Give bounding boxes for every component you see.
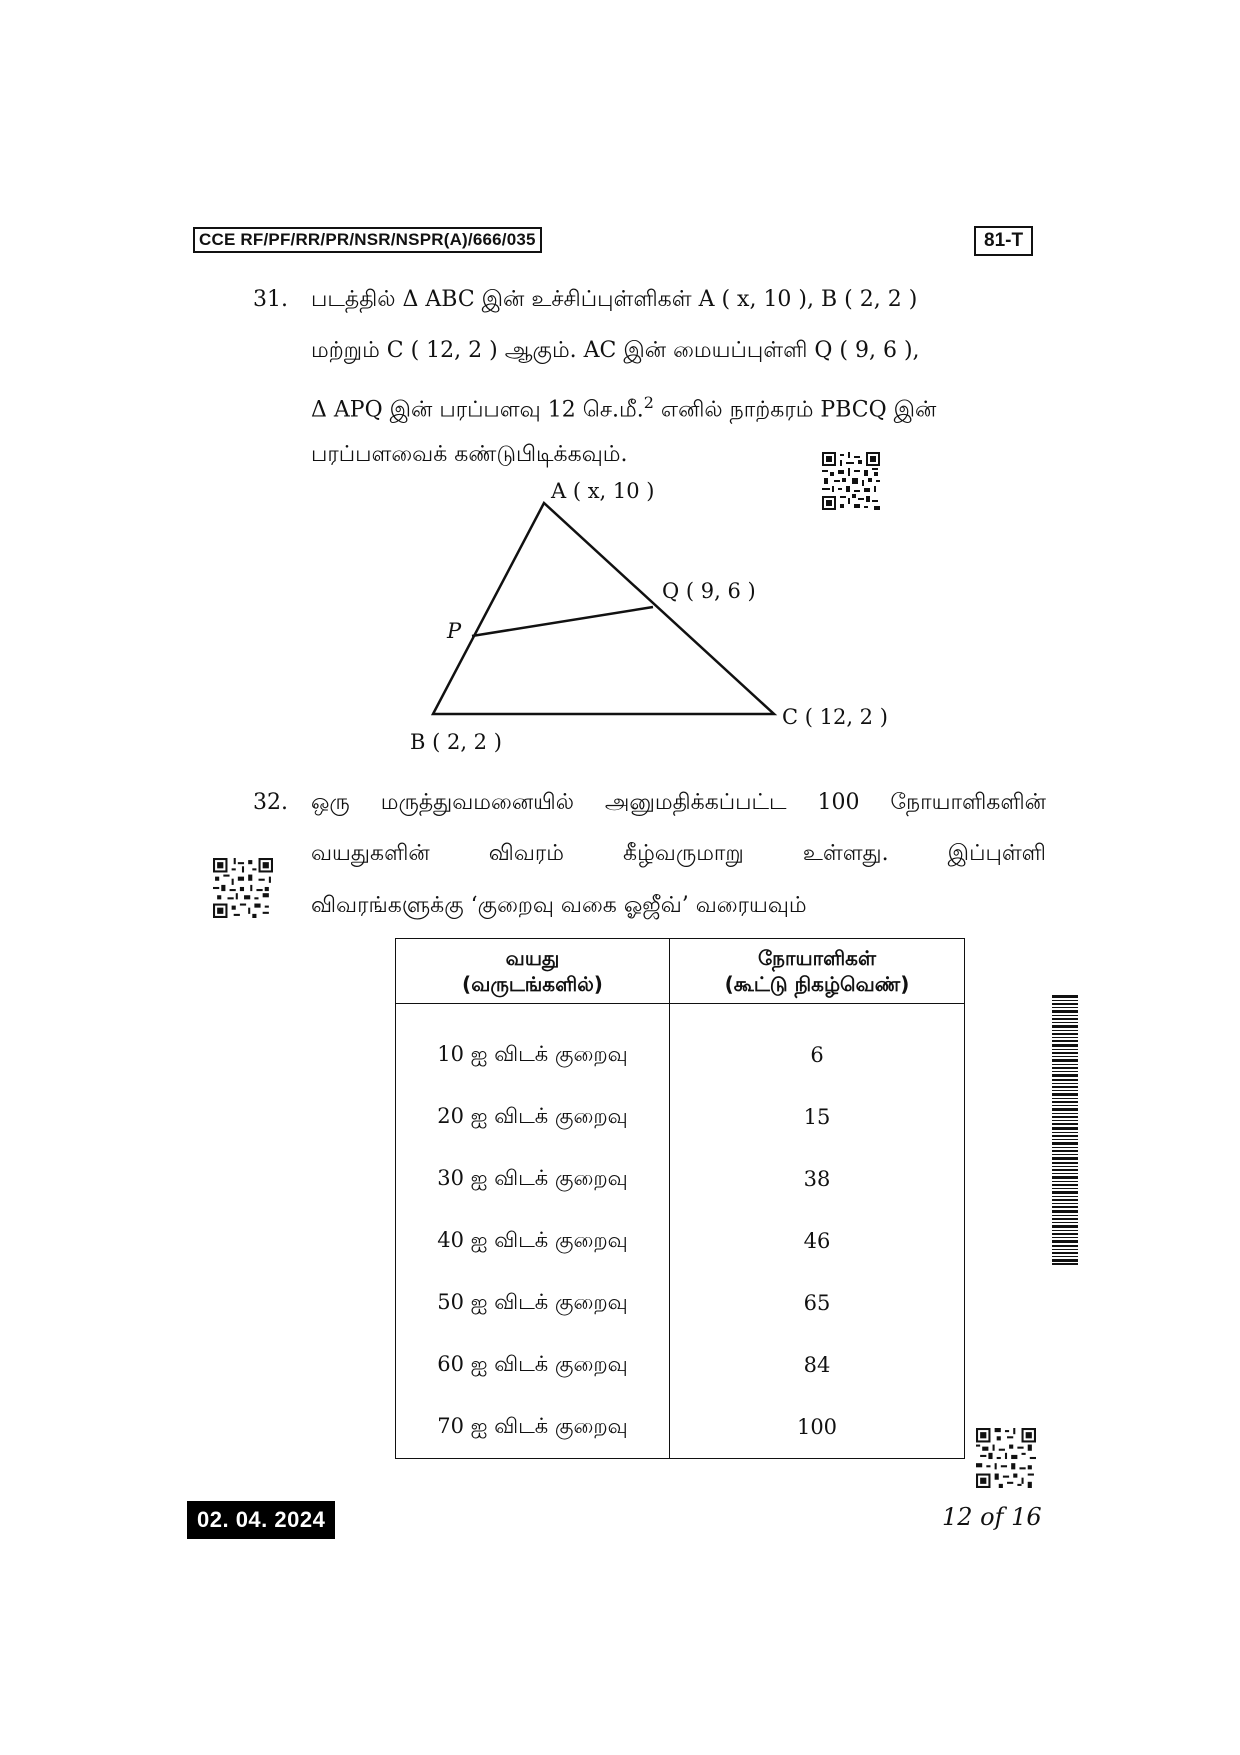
exam-date: 02. 04. 2024 — [187, 1501, 335, 1539]
page-number: 12 of 16 — [942, 1503, 1042, 1531]
table-row — [396, 1148, 965, 1210]
count-cell: 65 — [670, 1272, 965, 1334]
label-vertex-a: A ( x, 10 ) — [551, 479, 655, 503]
paper-code: 81-T — [974, 226, 1033, 256]
age-cell: 20 ஐ விடக் குறைவு — [396, 1086, 670, 1148]
table-row — [396, 1024, 965, 1086]
header-patients-line-2: (கூட்டு நிகழ்வெண்) — [724, 972, 910, 996]
exam-code: CCE RF/PF/RR/PR/NSR/NSPR(A)/666/035 — [193, 227, 542, 253]
age-cell: 40 ஐ விடக் குறைவு — [396, 1210, 670, 1272]
age-cell: 50 ஐ விடக் குறைவு — [396, 1272, 670, 1334]
header-age-line-1: வயது — [505, 946, 560, 970]
barcode-icon — [1052, 995, 1078, 1265]
age-cell: 30 ஐ விடக் குறைவு — [396, 1148, 670, 1210]
header-patients-line-1: நோயாளிகள் — [757, 946, 877, 970]
age-cell: 60 ஐ விடக் குறைவு — [396, 1334, 670, 1396]
question-31-line-1: படத்தில் Δ ABC இன் உச்சிப்புள்ளிகள் A ( x, 10 ), B ( 2, 2 ) — [311, 287, 918, 312]
count-cell: 84 — [670, 1334, 965, 1396]
question-31-line-3 — [311, 388, 936, 425]
count-cell: 38 — [670, 1148, 965, 1210]
question-31-superscript: 2 — [643, 393, 654, 412]
question-32-line-1: ஒரு மருத்துவமனையில் அனுமதிக்கப்பட்ட 100 நோயாளிகளின் — [311, 790, 1046, 815]
qr-code-icon — [213, 858, 273, 918]
count-cell: 100 — [670, 1396, 965, 1459]
label-vertex-c: C ( 12, 2 ) — [782, 705, 888, 729]
question-31-number: 31. — [253, 287, 288, 312]
label-point-p: P — [447, 619, 462, 643]
table-row — [396, 1210, 965, 1272]
qr-code-icon — [976, 1428, 1036, 1488]
question-31-line-4: பரப்பளவைக் கண்டுபிடிக்கவும். — [311, 442, 628, 467]
segment-pq — [472, 607, 653, 636]
question-31-line-2: மற்றும் C ( 12, 2 ) ஆகும். AC இன் மையப்புள்ளி Q ( 9, 6 ), — [311, 338, 920, 363]
cumulative-frequency-table — [395, 938, 965, 1459]
table-row — [396, 1396, 965, 1459]
table-row — [396, 1086, 965, 1148]
question-32-number: 32. — [253, 790, 288, 815]
count-cell: 46 — [670, 1210, 965, 1272]
count-cell: 6 — [670, 1024, 965, 1086]
triangle-abc — [433, 503, 774, 714]
header-patients — [670, 939, 965, 1004]
question-31-line-3a: Δ APQ இன் பரப்பளவு 12 செ.மீ. — [311, 397, 644, 423]
age-cell: 70 ஐ விடக் குறைவு — [396, 1396, 670, 1459]
question-32-line-3: விவரங்களுக்கு ‘குறைவு வகை ஓஜீவ்’ வரையவும் — [311, 893, 807, 918]
question-32-line-2: வயதுகளின் விவரம் கீழ்வருமாறு உள்ளது. இப்புள்ளி — [311, 841, 1046, 866]
table-row — [396, 1334, 965, 1396]
question-31-line-3b: எனில் நாற்கரம் PBCQ இன் — [653, 397, 937, 423]
table-row — [396, 1272, 965, 1334]
label-point-q: Q ( 9, 6 ) — [662, 579, 756, 603]
age-cell: 10 ஐ விடக் குறைவு — [396, 1024, 670, 1086]
table-header-row — [396, 939, 965, 1004]
label-vertex-b: B ( 2, 2 ) — [410, 730, 502, 754]
header-age-line-2: (வருடங்களில்) — [462, 972, 603, 996]
count-cell: 15 — [670, 1086, 965, 1148]
header-age — [396, 939, 670, 1004]
